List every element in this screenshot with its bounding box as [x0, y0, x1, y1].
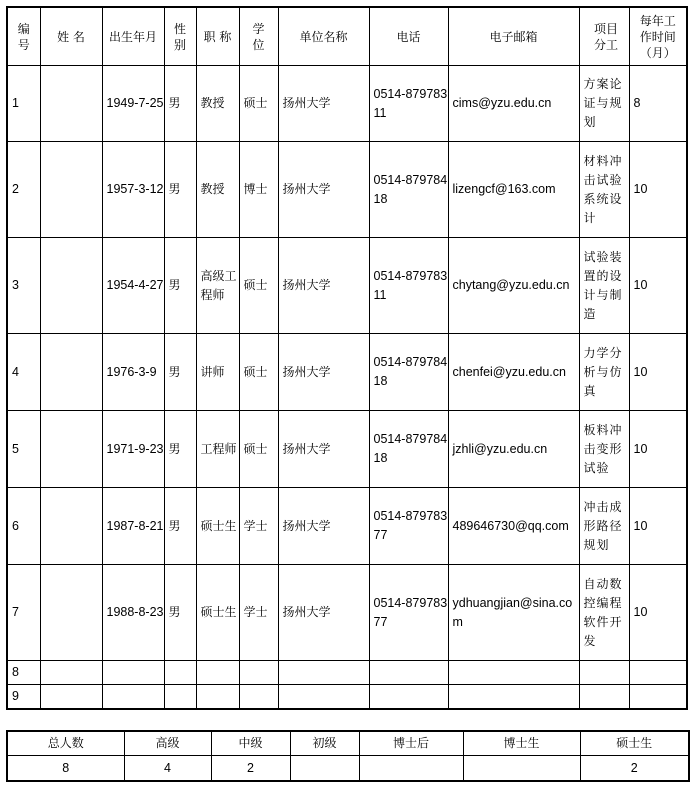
cell-email: [448, 685, 579, 709]
cell-birth: 1976-3-9: [102, 334, 164, 411]
table-row: [7, 565, 687, 661]
cell-unit: 扬州大学: [278, 565, 369, 661]
summary-table: [6, 730, 690, 782]
cell-no: 2: [7, 142, 40, 238]
cell-unit: 扬州大学: [278, 66, 369, 142]
cell-name: [40, 661, 102, 685]
cell-birth: 1949-7-25: [102, 66, 164, 142]
cell-months: 10: [629, 565, 687, 661]
cell-degree: 硕士: [239, 66, 278, 142]
summary-value-row: [7, 756, 689, 782]
cell-role: 力学分析与仿真: [579, 334, 629, 411]
cell-months: 10: [629, 238, 687, 334]
cell-name: [40, 565, 102, 661]
members-header-row: [7, 7, 687, 66]
header-degree: 学位: [239, 7, 278, 66]
cell-gender: 男: [164, 565, 196, 661]
cell-phone: 0514-87978377: [369, 488, 448, 565]
table-row: [7, 411, 687, 488]
summary-value-postdoc: [359, 756, 463, 782]
header-email: 电子邮箱: [448, 7, 579, 66]
table-row: [7, 142, 687, 238]
cell-months: 10: [629, 142, 687, 238]
header-no: 编号: [7, 7, 40, 66]
cell-title: 讲师: [196, 334, 239, 411]
cell-name: [40, 238, 102, 334]
header-birth: 出生年月: [102, 7, 164, 66]
summary-value-masters: 2: [580, 756, 689, 782]
cell-degree: [239, 685, 278, 709]
cell-phone: 0514-87978311: [369, 66, 448, 142]
cell-gender: 男: [164, 334, 196, 411]
cell-gender: 男: [164, 411, 196, 488]
cell-degree: 硕士: [239, 238, 278, 334]
cell-unit: 扬州大学: [278, 142, 369, 238]
cell-name: [40, 66, 102, 142]
cell-role: [579, 661, 629, 685]
cell-months: 10: [629, 334, 687, 411]
cell-gender: 男: [164, 142, 196, 238]
cell-degree: [239, 661, 278, 685]
summary-header-junior: 初级: [290, 731, 359, 756]
header-role: 项目分工: [579, 7, 629, 66]
cell-title: 高级工程师: [196, 238, 239, 334]
cell-phone: 0514-87978311: [369, 238, 448, 334]
cell-phone: [369, 661, 448, 685]
cell-birth: 1971-9-23: [102, 411, 164, 488]
cell-title: 硕士生: [196, 488, 239, 565]
cell-email: cims@yzu.edu.cn: [448, 66, 579, 142]
cell-title: [196, 661, 239, 685]
cell-role: [579, 685, 629, 709]
cell-birth: [102, 661, 164, 685]
cell-email: chenfei@yzu.edu.cn: [448, 334, 579, 411]
cell-gender: [164, 661, 196, 685]
summary-header-intermediate: 中级: [211, 731, 290, 756]
cell-birth: 1987-8-21: [102, 488, 164, 565]
cell-email: jzhli@yzu.edu.cn: [448, 411, 579, 488]
cell-no: 6: [7, 488, 40, 565]
table-row: [7, 685, 687, 709]
cell-months: [629, 661, 687, 685]
cell-email: lizengcf@163.com: [448, 142, 579, 238]
cell-role: 方案论证与规划: [579, 66, 629, 142]
cell-unit: 扬州大学: [278, 334, 369, 411]
header-unit: 单位名称: [278, 7, 369, 66]
cell-gender: 男: [164, 238, 196, 334]
table-row: [7, 66, 687, 142]
table-row: [7, 661, 687, 685]
cell-no: 5: [7, 411, 40, 488]
cell-months: 10: [629, 411, 687, 488]
cell-unit: [278, 661, 369, 685]
cell-unit: 扬州大学: [278, 238, 369, 334]
cell-title: 教授: [196, 142, 239, 238]
cell-degree: 博士: [239, 142, 278, 238]
summary-header-postdoc: 博士后: [359, 731, 463, 756]
header-title: 职 称: [196, 7, 239, 66]
cell-phone: 0514-87978418: [369, 142, 448, 238]
cell-gender: 男: [164, 488, 196, 565]
header-phone: 电话: [369, 7, 448, 66]
cell-no: 4: [7, 334, 40, 411]
cell-name: [40, 488, 102, 565]
summary-value-junior: [290, 756, 359, 782]
summary-value-senior: 4: [124, 756, 211, 782]
cell-birth: 1957-3-12: [102, 142, 164, 238]
cell-role: 板料冲击变形试验: [579, 411, 629, 488]
cell-title: [196, 685, 239, 709]
cell-name: [40, 142, 102, 238]
cell-phone: 0514-87978418: [369, 334, 448, 411]
header-months: 每年工作时间（月）: [629, 7, 687, 66]
summary-value-phd: [463, 756, 580, 782]
cell-unit: [278, 685, 369, 709]
cell-role: 自动数控编程软件开发: [579, 565, 629, 661]
cell-no: 1: [7, 66, 40, 142]
cell-role: 冲击成形路径规划: [579, 488, 629, 565]
cell-gender: 男: [164, 66, 196, 142]
cell-no: 9: [7, 685, 40, 709]
cell-no: 8: [7, 661, 40, 685]
cell-title: 工程师: [196, 411, 239, 488]
cell-gender: [164, 685, 196, 709]
table-row: [7, 238, 687, 334]
summary-value-intermediate: 2: [211, 756, 290, 782]
cell-phone: 0514-87978418: [369, 411, 448, 488]
cell-name: [40, 685, 102, 709]
summary-header-senior: 高级: [124, 731, 211, 756]
summary-value-total: 8: [7, 756, 124, 782]
cell-no: 3: [7, 238, 40, 334]
cell-email: chytang@yzu.edu.cn: [448, 238, 579, 334]
cell-phone: 0514-87978377: [369, 565, 448, 661]
cell-role: 试验装置的设计与制造: [579, 238, 629, 334]
table-row: [7, 334, 687, 411]
cell-degree: 学士: [239, 565, 278, 661]
cell-unit: 扬州大学: [278, 488, 369, 565]
table-row: [7, 488, 687, 565]
header-name: 姓 名: [40, 7, 102, 66]
summary-header-total: 总人数: [7, 731, 124, 756]
cell-phone: [369, 685, 448, 709]
cell-months: [629, 685, 687, 709]
cell-email: [448, 661, 579, 685]
cell-degree: 硕士: [239, 411, 278, 488]
cell-degree: 学士: [239, 488, 278, 565]
members-table: [6, 6, 688, 710]
cell-email: ydhuangjian@sina.com: [448, 565, 579, 661]
cell-role: 材料冲击试验系统设计: [579, 142, 629, 238]
cell-months: 10: [629, 488, 687, 565]
cell-months: 8: [629, 66, 687, 142]
cell-name: [40, 411, 102, 488]
cell-birth: 1988-8-23: [102, 565, 164, 661]
cell-title: 教授: [196, 66, 239, 142]
cell-unit: 扬州大学: [278, 411, 369, 488]
cell-no: 7: [7, 565, 40, 661]
cell-email: 489646730@qq.com: [448, 488, 579, 565]
cell-degree: 硕士: [239, 334, 278, 411]
summary-header-row: [7, 731, 689, 756]
header-gender: 性别: [164, 7, 196, 66]
cell-birth: [102, 685, 164, 709]
cell-title: 硕士生: [196, 565, 239, 661]
summary-header-masters: 硕士生: [580, 731, 689, 756]
cell-birth: 1954-4-27: [102, 238, 164, 334]
summary-header-phd: 博士生: [463, 731, 580, 756]
cell-name: [40, 334, 102, 411]
